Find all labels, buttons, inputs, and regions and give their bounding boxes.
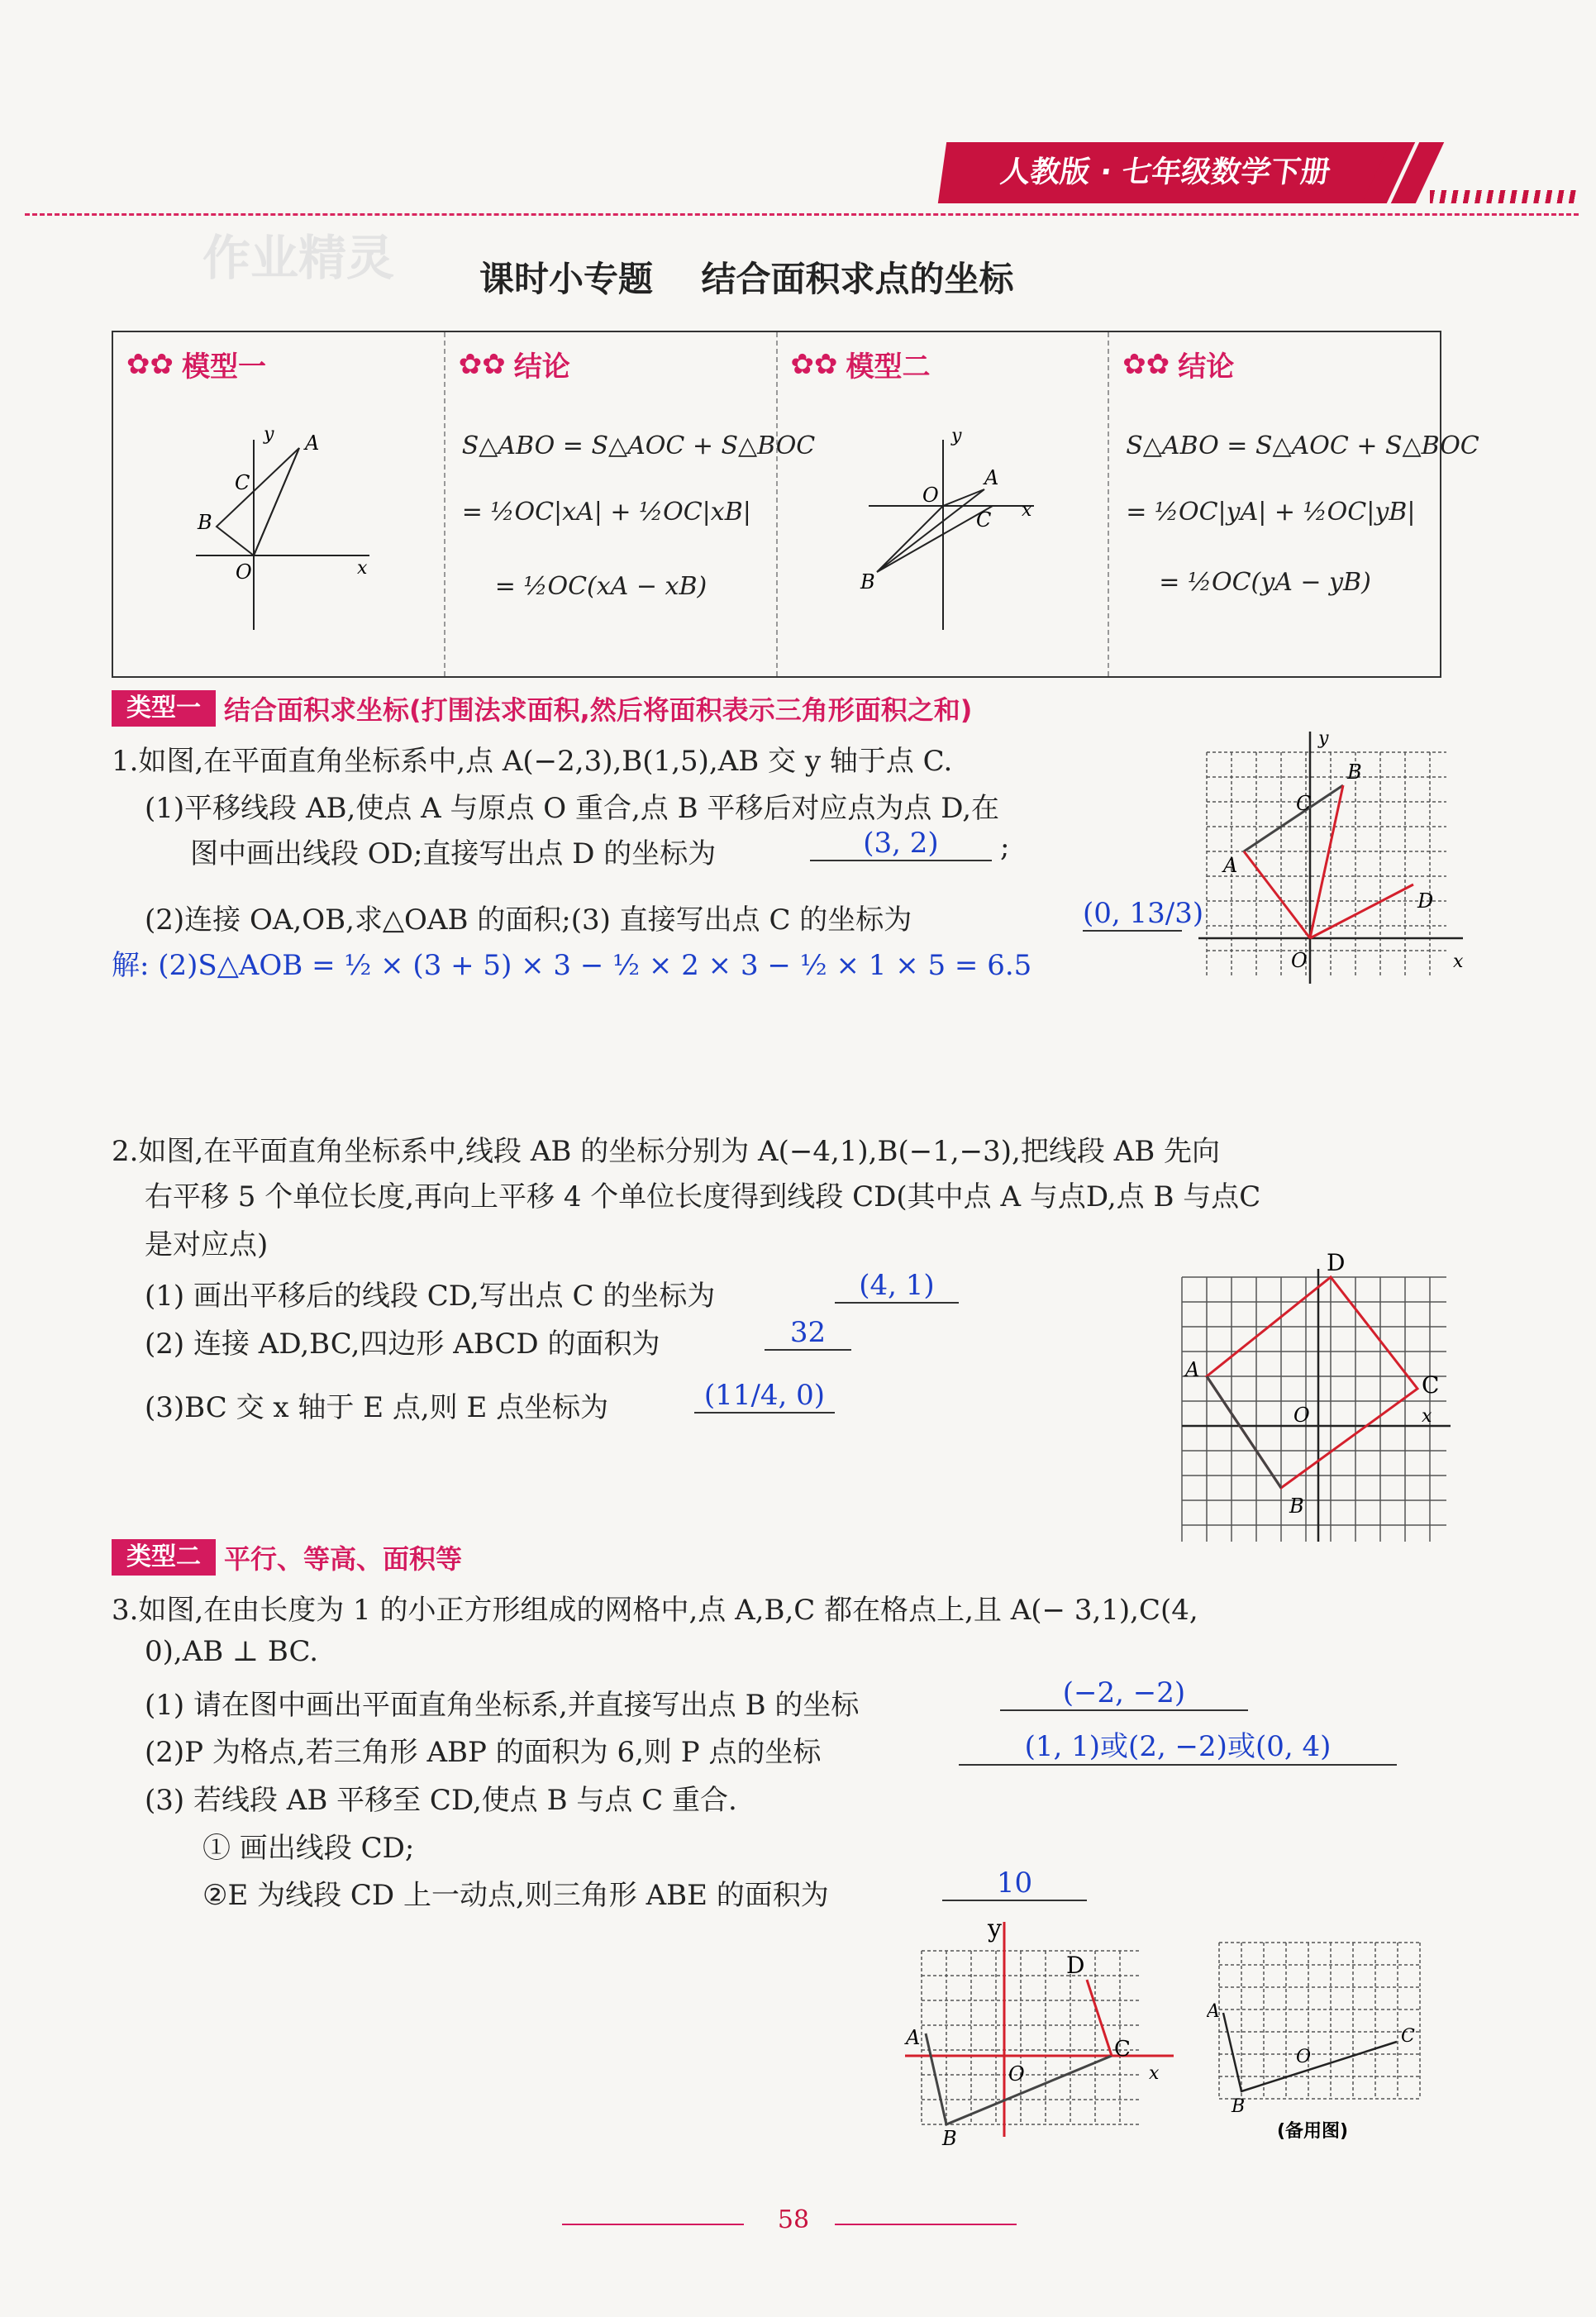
q2-answer2-blank: [765, 1316, 851, 1351]
q2-part1: (1) 画出平移后的线段 CD,写出点 C 的坐标为: [145, 1280, 716, 1313]
model-cell-4: [1109, 332, 1479, 676]
label-c: C: [1296, 792, 1312, 815]
q2-stem3: 是对应点): [145, 1228, 269, 1261]
q3-part1: (1) 请在图中画出平面直角坐标系,并直接写出点 B 的坐标: [145, 1689, 860, 1722]
label-x: x: [357, 558, 368, 579]
q1-part2: (2)连接 OA,OB,求△OAB 的面积;(3) 直接写出点 C 的坐标为: [145, 903, 912, 937]
label-o: O: [1291, 949, 1308, 972]
type2-tag: 类型二: [112, 1539, 216, 1576]
model-title: 结论: [1178, 350, 1235, 384]
q3-answer2-blank: [959, 1723, 1397, 1766]
q1-solution: 解: (2)S△AOB = ½ × (3 + 5) × 3 − ½ × 2 × 3 − ½ × 1 × 5 = 6.5: [112, 949, 1032, 982]
model-title: 模型一: [181, 350, 266, 384]
model-cell-1: [113, 332, 445, 676]
q1-answer1: (3, 2): [863, 827, 939, 860]
label-c: C: [1114, 2037, 1131, 2062]
label-a: A: [1207, 2001, 1220, 2022]
decor-stripes: [1430, 190, 1579, 203]
q3-part3: (3) 若线段 AB 平移至 CD,使点 B 与点 C 重合.: [145, 1784, 737, 1817]
formula-line: = ½OC|yA| + ½OC|yB|: [1126, 498, 1416, 527]
label-a: A: [305, 431, 320, 455]
label-a: A: [984, 466, 998, 489]
q2-answer2: 32: [789, 1316, 827, 1349]
q1-stem: 1.如图,在平面直角坐标系中,点 A(−2,3),B(1,5),AB 交 y 轴于点 C.: [112, 745, 953, 778]
q1-grid-figure: [1190, 727, 1471, 992]
watermark: 作业精灵: [202, 230, 395, 286]
label-x: x: [1149, 2063, 1160, 2084]
model-head: [126, 344, 266, 384]
model-title: 模型二: [846, 350, 931, 384]
q1-answer3-blank: [1083, 897, 1204, 932]
label-a: A: [906, 2026, 921, 2049]
label-b: B: [1289, 1495, 1304, 1518]
label-a: A: [1223, 854, 1238, 877]
label-d: D: [1417, 889, 1434, 913]
label-x: x: [1422, 1406, 1432, 1427]
q2-part2: (2) 连接 AD,BC,四边形 ABCD 的面积为: [145, 1328, 660, 1361]
page-number: 58: [777, 2205, 810, 2234]
formula-line: = ½OC(xA − xB): [494, 572, 707, 601]
formula-line: = ½OC(yA − yB): [1159, 568, 1371, 597]
q3-stem1: 3.如图,在由长度为 1 的小正方形组成的网格中,点 A,B,C 都在格点上,且 A(− 3,1),C(4,: [112, 1594, 1198, 1627]
q3-answer1: (−2, −2): [1062, 1676, 1186, 1709]
label-y: y: [1318, 728, 1329, 749]
q3-part3b: ②E 为线段 CD 上一动点,则三角形 ABE 的面积为: [202, 1879, 829, 1912]
q3-answer1-blank: [1000, 1676, 1248, 1711]
edition-banner: [938, 142, 1393, 203]
label-x: x: [1453, 951, 1464, 972]
flower-icon: ✿✿: [1122, 347, 1170, 381]
label-o: O: [1008, 2062, 1025, 2086]
q1-part1a: (1)平移线段 AB,使点 A 与原点 O 重合,点 B 平移后对应点为点 D,在: [145, 792, 1000, 825]
label-c: C: [975, 508, 991, 532]
q3-part2: (2)P 为格点,若三角形 ABP 的面积为 6,则 P 点的坐标: [145, 1736, 822, 1769]
formula-line: S△ABO = S△AOC + S△BOC: [461, 431, 816, 460]
model-cell-3: [778, 332, 1110, 676]
label-a: A: [1185, 1358, 1200, 1381]
formula-line: = ½OC|xA| + ½OC|xB|: [461, 498, 751, 527]
type1-bar: [112, 690, 972, 727]
formula-line: S△ABO = S△AOC + S△BOC: [1126, 431, 1479, 460]
model-head: [791, 344, 931, 384]
label-o: O: [1293, 1404, 1310, 1427]
type1-desc: 结合面积求坐标(打围法求面积,然后将面积表示三角形面积之和): [224, 694, 973, 726]
label-c: C: [1422, 1371, 1440, 1399]
label-o: O: [236, 560, 252, 584]
flower-icon: ✿✿: [458, 347, 506, 381]
flower-icon: ✿✿: [790, 347, 838, 381]
model-title: 结论: [513, 350, 570, 384]
label-y: y: [264, 424, 274, 445]
q3-part3a: ① 画出线段 CD;: [202, 1832, 415, 1865]
q1-answer1-blank: [810, 827, 992, 861]
q1-semicolon: ;: [1000, 831, 1010, 864]
q2-grid-figure: [1174, 1244, 1455, 1550]
label-d: D: [1327, 1249, 1346, 1276]
type2-bar: [112, 1539, 462, 1576]
flower-icon: ✿✿: [126, 347, 174, 381]
label-b: B: [1232, 2096, 1246, 2117]
model-head: [459, 344, 570, 384]
q3-spare-figure: [1207, 1934, 1438, 2149]
model-head: [1122, 344, 1234, 384]
q2-answer1: (4, 1): [859, 1269, 935, 1302]
q3-main-figure: [901, 1914, 1182, 2145]
label-b: B: [1347, 760, 1362, 784]
figure-caption: (备用图): [1277, 2121, 1349, 2142]
page-title: 课时小专题 结合面积求点的坐标: [479, 259, 1014, 299]
q1-answer3: (0, 13/3): [1083, 897, 1204, 930]
model-box: [112, 331, 1479, 678]
model1-figure: [188, 423, 386, 638]
q2-stem1: 2.如图,在平面直角坐标系中,线段 AB 的坐标分别为 A(−4,1),B(−1,−3),把线段 AB 先向: [112, 1135, 1220, 1168]
label-c: C: [235, 471, 250, 494]
model-cell-2: [445, 332, 816, 676]
q2-answer3-blank: [694, 1379, 835, 1414]
q2-answer1-blank: [835, 1269, 959, 1304]
label-c: C: [1401, 2026, 1415, 2047]
q2-stem2: 右平移 5 个单位长度,再向上平移 4 个单位长度得到线段 CD(其中点 A 与点D,点 B 与点C: [145, 1180, 1261, 1213]
edition-banner-text: 人教版 · 七年级数学下册: [998, 155, 1333, 189]
label-b: B: [198, 511, 212, 534]
q3-answer2: (1, 1)或(2, −2)或(0, 4): [1024, 1730, 1332, 1763]
model2-figure: [852, 423, 1051, 638]
label-o: O: [922, 484, 939, 507]
q3-answer3-blank: [942, 1866, 1087, 1901]
header-divider: [25, 213, 1579, 216]
type2-desc: 平行、等高、面积等: [224, 1543, 463, 1575]
q1-part1b: 图中画出线段 OD;直接写出点 D 的坐标为: [190, 837, 717, 870]
label-b: B: [942, 2127, 957, 2145]
q2-answer3: (11/4, 0): [703, 1379, 826, 1412]
label-y: y: [950, 426, 961, 446]
label-y: y: [988, 1914, 1002, 1943]
label-b: B: [860, 570, 875, 594]
q3-stem2: 0),AB ⊥ BC.: [145, 1635, 319, 1668]
label-x: x: [1021, 500, 1031, 521]
q2-part3: (3)BC 交 x 轴于 E 点,则 E 点坐标为: [145, 1391, 609, 1424]
label-d: D: [1066, 1952, 1085, 1979]
q3-answer3: 10: [996, 1866, 1033, 1900]
label-o: O: [1296, 2047, 1312, 2067]
type1-tag: 类型一: [112, 690, 216, 727]
